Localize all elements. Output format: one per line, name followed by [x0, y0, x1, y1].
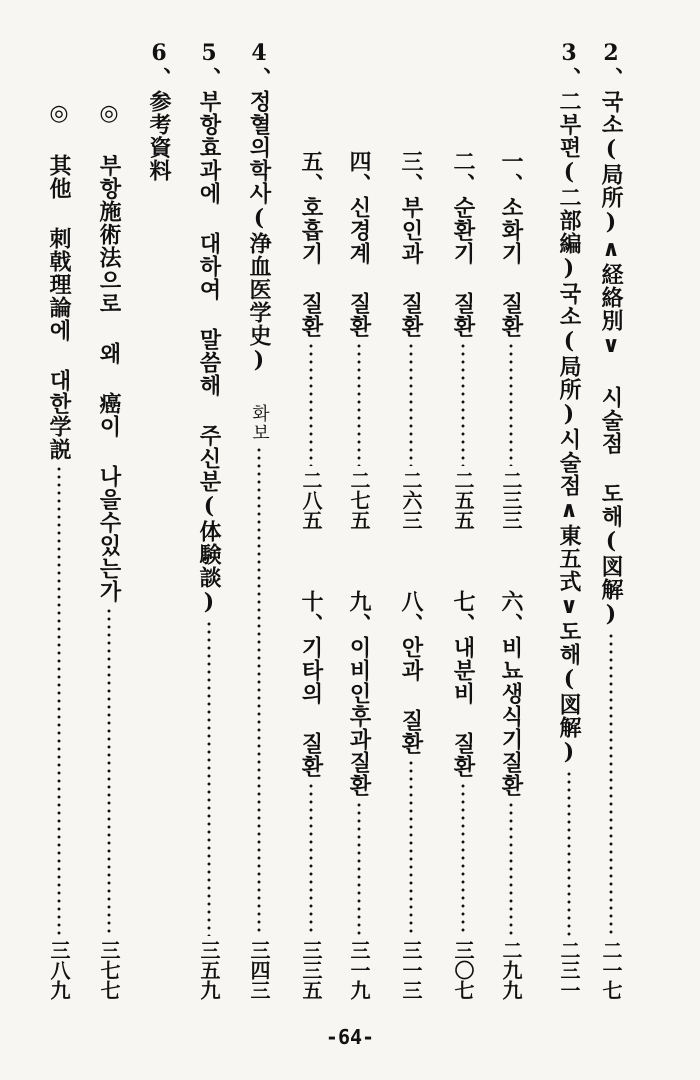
toc-sub-2	[452, 150, 474, 530]
leader-dots	[357, 801, 361, 936]
leader-dots	[567, 770, 571, 936]
toc-entry-page: 二八五	[299, 470, 323, 530]
toc-entry-label: 6、参考資料	[146, 40, 172, 182]
toc-entry-page: 二六三	[399, 470, 423, 530]
toc-sub-1	[500, 150, 522, 530]
toc-entry-label: 2、국소(局所)∧経絡別∨ 시술점 도해(図解)	[598, 40, 624, 628]
toc-entry-6-1	[98, 100, 120, 1000]
leader-dots	[357, 342, 361, 466]
leader-dots	[409, 342, 413, 466]
toc-entry-page: 三一三	[399, 940, 423, 1000]
toc-entry-label: 五、호흡기 질환	[298, 150, 324, 338]
toc-entry-4	[248, 40, 270, 1000]
toc-entry-page: 三〇七	[451, 940, 475, 1000]
toc-entry-3	[558, 40, 580, 1000]
toc-entry-page: 二一七	[599, 940, 623, 1000]
toc-sub-7	[452, 590, 474, 1000]
toc-entry-sub: 화보	[249, 404, 270, 442]
toc-entry-label: ◎ 其他 刺戟理論에 대한学説	[46, 100, 72, 461]
leader-dots	[409, 759, 413, 936]
toc-entry-page: 三一九	[347, 940, 371, 1000]
toc-entry-page: 三五九	[197, 940, 221, 1000]
leader-dots	[107, 607, 111, 936]
toc-entry-6-2	[48, 100, 70, 1000]
toc-entry-label: ◎ 부항施術法으로 왜 癌이 나을수있는가	[96, 100, 122, 603]
toc-entry-label: 六、비뇨생식기질환	[498, 590, 524, 797]
toc-sub-5	[300, 150, 322, 530]
leader-dots	[309, 342, 313, 466]
toc-sub-9	[348, 590, 370, 1000]
toc-entry-label: 七、내분비 질환	[450, 590, 476, 778]
leader-dots	[509, 801, 513, 936]
toc-entry-label: 十、기타의 질환	[298, 590, 324, 778]
leader-dots	[461, 782, 465, 936]
toc-entry-page: 三四三	[247, 940, 271, 1000]
toc-sub-3	[400, 150, 422, 530]
toc-sub-6	[500, 590, 522, 1000]
leader-dots	[207, 620, 211, 936]
toc-entry-label: 三、부인과 질환	[398, 150, 424, 338]
toc-entry-page: 三八九	[47, 940, 71, 1000]
toc-entry-page: 三三五	[299, 940, 323, 1000]
toc-entry-label: 5、부항효과에 대하여 말씀해 주신분(体験談)	[196, 40, 222, 616]
leader-dots	[309, 782, 313, 936]
toc-entry-label: 3、二부편(二部編)국소(局所)시술점∧東五式∨도해(図解)	[556, 40, 582, 766]
toc-entry-6	[148, 40, 170, 1000]
toc-entry-2	[600, 40, 622, 1000]
toc-entry-label: 二、순환기 질환	[450, 150, 476, 338]
toc-entry-page: 二九九	[499, 940, 523, 1000]
toc-entry-page: 二三一	[557, 940, 581, 1000]
toc-entry-label: 八、안과 질환	[398, 590, 424, 755]
toc-entry-label: 4、정혈의학사(浄血医学史)	[246, 40, 272, 374]
toc-entry-page: 二五五	[451, 470, 475, 530]
leader-dots	[257, 446, 261, 936]
toc-entry-page: 二三三	[499, 470, 523, 530]
toc-entry-label: 一、소화기 질환	[498, 150, 524, 338]
toc-entry-label: 四、신경계 질환	[346, 150, 372, 338]
leader-dots	[509, 342, 513, 466]
leader-dots	[461, 342, 465, 466]
toc-entry-page: 三七七	[97, 940, 121, 1000]
leader-dots	[609, 632, 613, 936]
toc-sub-4	[348, 150, 370, 530]
toc-entry-5	[198, 40, 220, 1000]
page-number: -64-	[325, 1025, 375, 1049]
toc-sub-10	[300, 590, 322, 1000]
toc-entry-label: 九、이비인후과질환	[346, 590, 372, 797]
toc-sub-8	[400, 590, 422, 1000]
toc-entry-page: 二七五	[347, 470, 371, 530]
leader-dots	[57, 465, 61, 936]
